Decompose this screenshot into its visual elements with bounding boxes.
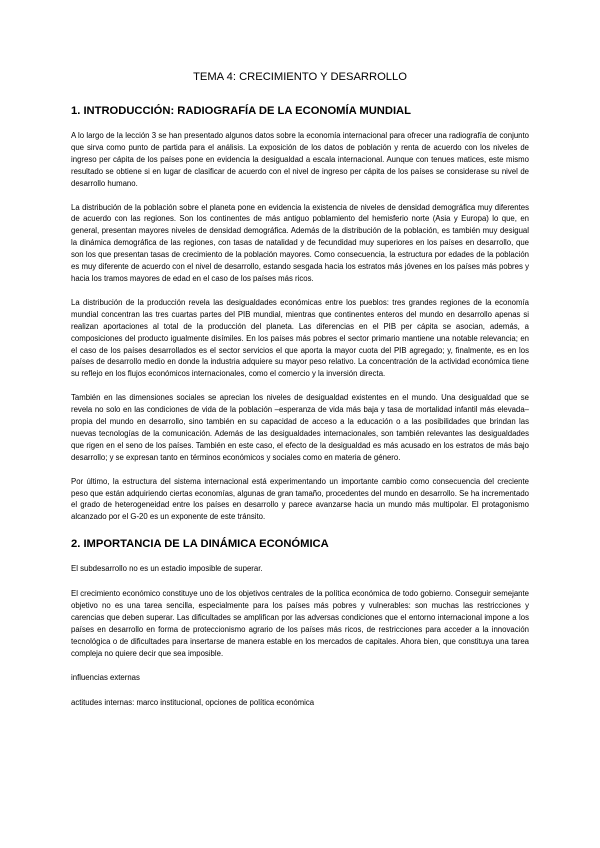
section-2-heading: 2. IMPORTANCIA DE LA DINÁMICA ECONÓMICA <box>71 538 329 551</box>
section-2-note-external: influencias externas <box>71 672 140 682</box>
section-1-paragraph-3: La distribución de la producción revela las desigualdades económicas entre los pueblos: tres grandes regiones de la economía mundial concentran las tres cuartas partes del PIB mundial, mientras que continentes enteros del mundo en desarrollo apenas si realizan aportaciones al total de la producción del planeta. Las diferencias en el PIB per cápita se asocian, además, a composiciones del producto igualmente disímiles. En los países más pobres el sector primario mantiene una notable relevancia; en el caso de los países desarrollados es el sector servicios el que aporta la mayor cuota del PIB agregado; y, finalmente, es en los países de desarrollo medio en donde la industria adquiere su mayor peso relativo. La concentración de la actividad económica tiene su reflejo en los flujos económicos internacionales, como el comercio y la inversión directa. <box>71 297 529 379</box>
section-1-paragraph-1: A lo largo de la lección 3 se han presentado algunos datos sobre la economía internacional para ofrecer una radiografía de conjunto que sirva como punto de partida para el análisis. La exposición de los datos de población y renta de acuerdo con los niveles de ingreso per cápita de los países pone en evidencia la desigualdad a escala internacional. Aunque con tenues matices, este mismo resultado se obtiene si en lugar de clasificar de acuerdo con el nivel de ingreso per cápita de los países se considerase su nivel de desarrollo humano. <box>71 131 529 188</box>
section-2-paragraph: El crecimiento económico constituye uno de los objetivos centrales de la política económica de todo gobierno. Conseguir semejante objetivo no es una tarea sencilla, especialmente para los países más pobres y vulnerables: son muchas las restricciones y carencias que deben superar. Las dificultades se amplifican por las adversas condiciones que el entorno internacional impone a los países en desarrollo en forma de proteccionismo agrario de los países más ricos, de restricciones para acceder a la innovación tecnológica o de dificultades para insertarse de manera estable en los mercados de capitales. Ahora bien, que constituya una tarea compleja no quiere decir que sea imposible. <box>71 589 529 658</box>
section-1-paragraph-2: La distribución de la población sobre el planeta pone en evidencia la existencia de niveles de densidad demográfica muy diferentes de acuerdo con las regiones. Son los continentes de más antiguo poblamiento del hemisferio norte (Asia y Europa) lo que, en general, presentan mayores niveles de densidad demográfica. Además de la distribución de la población, es también muy desigual la dinámica demográfica de las regiones, con tasas de natalidad y de fecundidad muy superiores en los países en desarrollo, que son los que presentan tasas de crecimiento de la población mayores. Como consecuencia, la estructura por edades de la población es muy diferente de acuerdo con el nivel de desarrollo, estando sesgada hacia los estratos más jóvenes en los países más pobres y hacia los tramos mayores de edad en el caso de los países más ricos. <box>71 202 529 283</box>
document-title: TEMA 4: CRECIMIENTO Y DESARROLLO <box>193 71 407 83</box>
document-page <box>71 70 529 722</box>
section-2-note-internal: actitudes internas: marco institucional, opciones de política económica <box>71 697 315 707</box>
section-2-intro: El subdesarrollo no es un estadio imposible de superar. <box>71 564 263 574</box>
section-1-paragraph-5: Por último, la estructura del sistema internacional está experimentando un importante cambio como consecuencia del creciente peso que están adquiriendo ciertas economías, algunas de gran tamaño, procedentes del mundo en desarrollo. Se ha incrementado el grado de heterogeneidad entre los países en desarrollo y parece avanzarse hacia un mundo más multipolar. El protagonismo alcanzado por el G-20 es un exponente de este tránsito. <box>71 476 529 522</box>
section-1-heading: 1. INTRODUCCIÓN: RADIOGRAFÍA DE LA ECONOMÍA MUNDIAL <box>71 105 411 117</box>
section-1-paragraph-4: También en las dimensiones sociales se aprecian los niveles de desigualdad existentes en el mundo. Una desigualdad que se revela no solo en las condiciones de vida de la población –esperanza de vida más baja y tasa de mortalidad infantil más elevada– propia del mundo en desarrollo, sino también en su capacidad de acceso a la educación o a las posibilidades que brindan las nuevas tecnologías de la comunicación. Además de las desigualdades internacionales, son también relevantes las desigualdades que rigen en el seno de los países. También en este caso, el efecto de la desigualdad es más acusado en los estratos de más bajo desarrollo; y se expresan tanto en términos económicos y sociales como en materia de género. <box>71 393 529 462</box>
